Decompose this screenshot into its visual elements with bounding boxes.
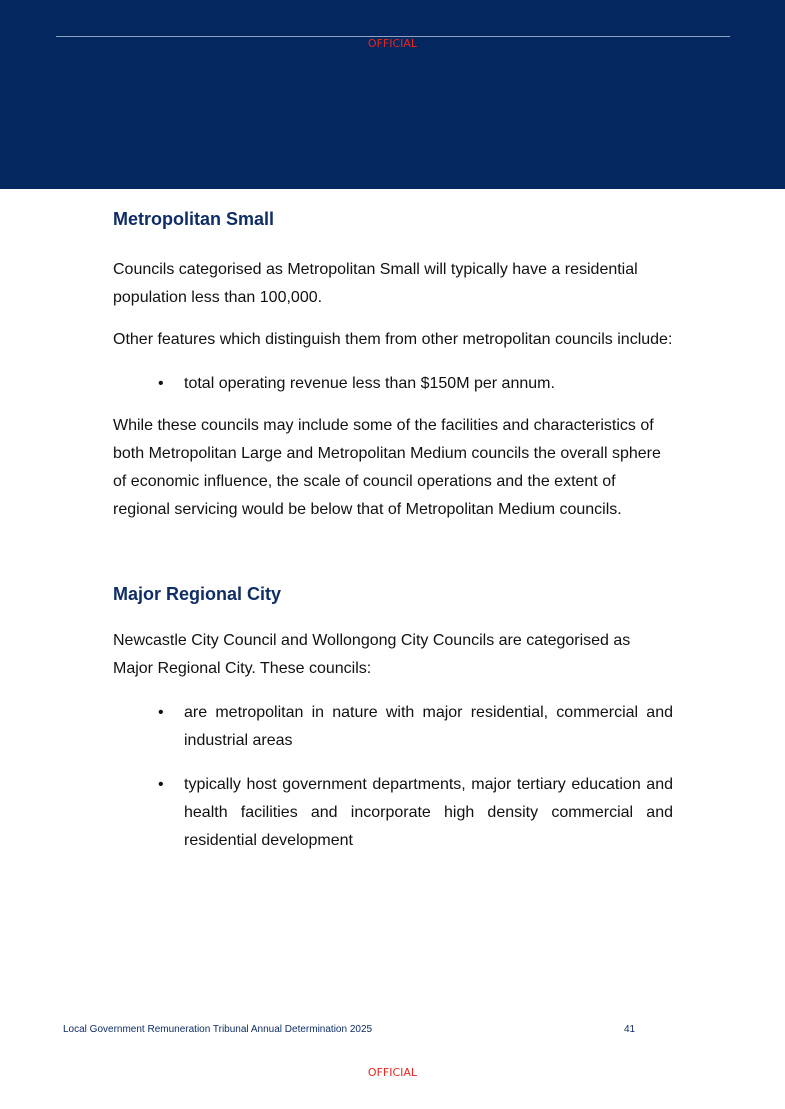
header-band bbox=[0, 0, 785, 189]
list-item: • are metropolitan in nature with major residential, commercial and industrial areas bbox=[113, 699, 673, 755]
metro-small-paragraph-3: While these councils may include some of the facilities and characteristics of both Metropolitan Large and Metropolitan Medium councils the overall sphere of economic influence, the scale of council operations and the extent of regional servicing would be below that of Metropolitan Medium councils. bbox=[113, 417, 661, 518]
classification-marking-bottom: OFFICIAL bbox=[367, 1066, 418, 1079]
metro-small-paragraph-1: Councils categorised as Metropolitan Small will typically have a residential population less than 100,000. bbox=[113, 261, 638, 306]
footer-page-number: 41 bbox=[624, 1024, 636, 1035]
major-regional-bullet-list bbox=[113, 699, 673, 855]
classification-marking-top: OFFICIAL bbox=[367, 37, 418, 50]
section-heading-major-regional-city: Major Regional City bbox=[113, 584, 282, 604]
metro-small-paragraph-2: Other features which distinguish them from other metropolitan councils include: bbox=[113, 331, 673, 348]
major-regional-paragraph-1: Newcastle City Council and Wollongong City Councils are categorised as Major Regional City. These councils: bbox=[113, 632, 631, 677]
metro-small-bullet-list bbox=[113, 370, 673, 398]
list-item: • typically host government departments, major tertiary education and health facilities and incorporate high density commercial and residential development bbox=[113, 771, 673, 855]
footer-document-title: Local Government Remuneration Tribunal Annual Determination 2025 bbox=[63, 1024, 373, 1035]
section-heading-metropolitan-small: Metropolitan Small bbox=[113, 209, 275, 229]
list-item: • total operating revenue less than $150M per annum. bbox=[113, 370, 673, 398]
page-content bbox=[113, 207, 673, 855]
